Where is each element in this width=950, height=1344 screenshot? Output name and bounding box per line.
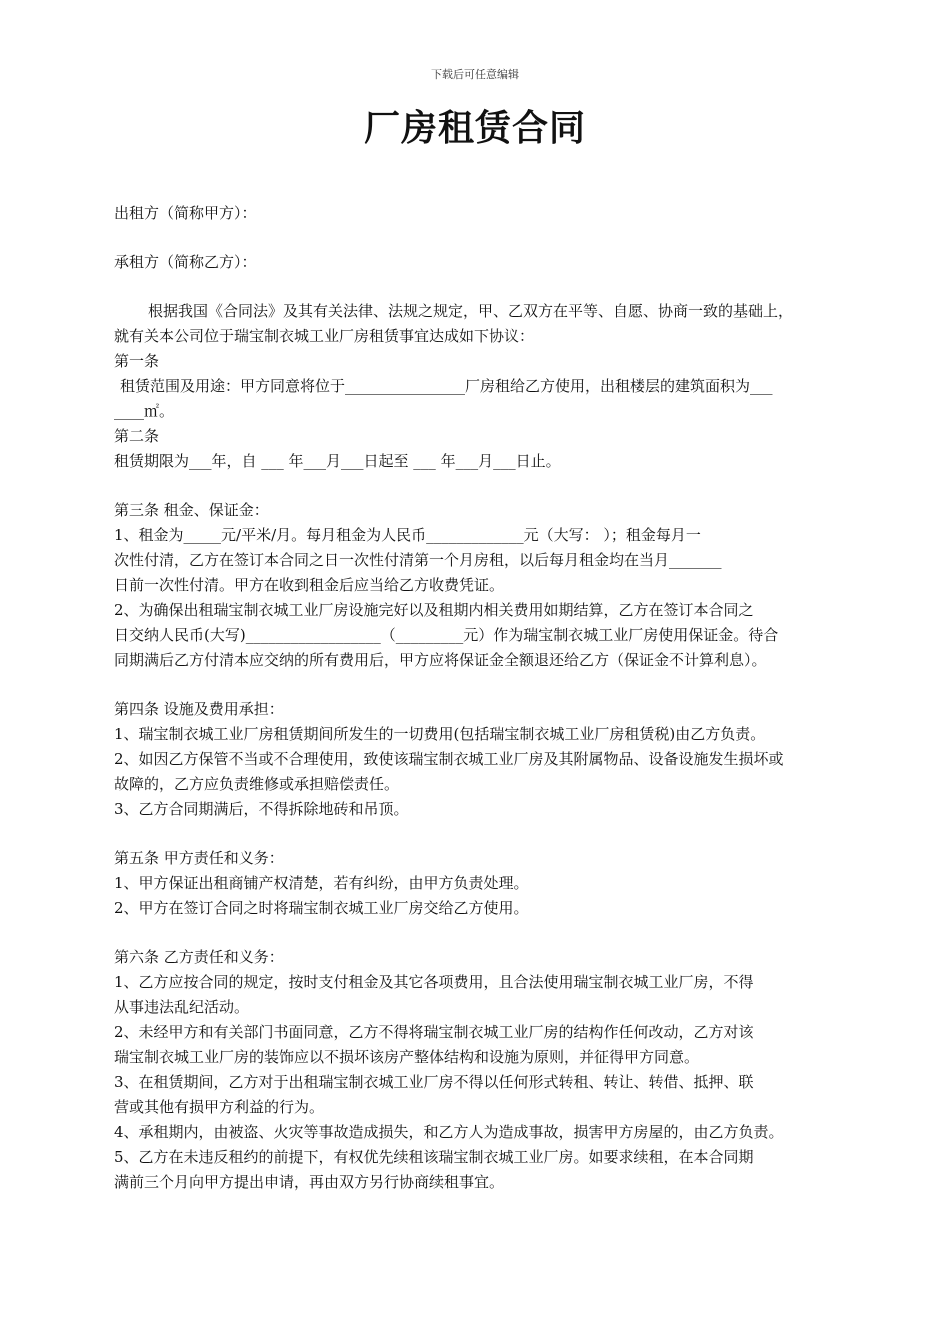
article-heading: 第三条 租金、保证金： <box>114 501 269 519</box>
article-heading: 第五条 甲方责任和义务： <box>114 849 284 867</box>
article-line: 日前一次性付清。甲方在收到租金后应当给乙方收费凭证。 <box>114 576 505 594</box>
party-b-line: 承租方（简称乙方）： <box>114 253 257 271</box>
article-line: 同期满后乙方付清本应交纳的所有费用后，甲方应将保证金全额退还给乙方（保证金不计算利息）。 <box>114 651 767 669</box>
article-line: 2、如因乙方保管不当或不合理使用，致使该瑞宝制衣城工业厂房及其附属物品、设备设施发生损坏或 <box>114 750 784 768</box>
article-line: 3、乙方合同期满后，不得拆除地砖和吊顶。 <box>114 800 409 818</box>
document-title: 厂房租赁合同 <box>363 107 586 149</box>
article-line: 4、承租期内，由被盗、火灾等事故造成损失，和乙方人为造成事故，损害甲方房屋的，由乙方负责。 <box>114 1123 784 1141</box>
article-line: 从事违法乱纪活动。 <box>114 998 250 1016</box>
article-line: 租赁范围及用途：甲方同意将位于________________厂房租给乙方使用，出租楼层的建筑面积为___ <box>120 377 773 395</box>
article-line: 2、未经甲方和有关部门书面同意，乙方不得将瑞宝制衣城工业厂房的结构作任何改动，乙方对该 <box>114 1023 754 1041</box>
article-line: 2、为确保出租瑞宝制衣城工业厂房设施完好以及租期内相关费用如期结算，乙方在签订本合同之 <box>114 601 754 619</box>
article-line: 故障的，乙方应负责维修或承担赔偿责任。 <box>114 775 400 793</box>
article-line: 1、乙方应按合同的规定，按时支付租金及其它各项费用，且合法使用瑞宝制衣城工业厂房，不得 <box>114 973 754 991</box>
article-line: 1、瑞宝制衣城工业厂房租赁期间所发生的一切费用(包括瑞宝制衣城工业厂房租赁税)由乙方负责。 <box>114 725 766 743</box>
header-note: 下载后可任意编辑 <box>431 68 519 81</box>
article-line: 3、在租赁期间，乙方对于出租瑞宝制衣城工业厂房不得以任何形式转租、转让、转借、抵押、联 <box>114 1073 754 1091</box>
article-line: ____㎡。 <box>114 402 175 420</box>
article-heading: 第六条 乙方责任和义务： <box>114 948 284 966</box>
intro-line: 就有关本公司位于瑞宝制衣城工业厂房租赁事宜达成如下协议： <box>114 327 535 345</box>
article-line: 满前三个月向甲方提出申请，再由双方另行协商续租事宜。 <box>114 1173 505 1191</box>
intro-line: 根据我国《合同法》及其有关法律、法规之规定，甲、乙双方在平等、自愿、协商一致的基础上， <box>148 302 794 320</box>
article-line: 1、租金为_____元/平米/月。每月租金为人民币_____________元（大写： ）；租金每月一 <box>114 526 701 544</box>
article-line: 日交纳人民币(大写)__________________（_________元）作为瑞宝制衣城工业厂房使用保证金。待合 <box>114 626 779 644</box>
article-line: 瑞宝制衣城工业厂房的装饰应以不损坏该房产整体结构和设施为原则，并征得甲方同意。 <box>114 1048 700 1066</box>
article-line: 营或其他有损甲方利益的行为。 <box>114 1098 325 1116</box>
article-line: 2、甲方在签订合同之时将瑞宝制衣城工业厂房交给乙方使用。 <box>114 899 529 917</box>
article-heading: 第二条 <box>114 427 160 445</box>
article-line: 次性付清，乙方在签订本合同之日一次性付清第一个月房租，以后每月租金均在当月_______ <box>114 551 722 569</box>
party-a-line: 出租方（简称甲方）： <box>114 204 257 222</box>
article-line: 租赁期限为___年，自 ___ 年___月___日起至 ___ 年___月___日止。 <box>114 452 561 470</box>
article-heading: 第四条 设施及费用承担： <box>114 700 284 718</box>
article-heading: 第一条 <box>114 352 160 370</box>
article-line: 1、甲方保证出租商铺产权清楚，若有纠纷，由甲方负责处理。 <box>114 874 529 892</box>
article-line: 5、乙方在未违反租约的前提下，有权优先续租该瑞宝制衣城工业厂房。如要求续租，在本合同期 <box>114 1148 754 1166</box>
